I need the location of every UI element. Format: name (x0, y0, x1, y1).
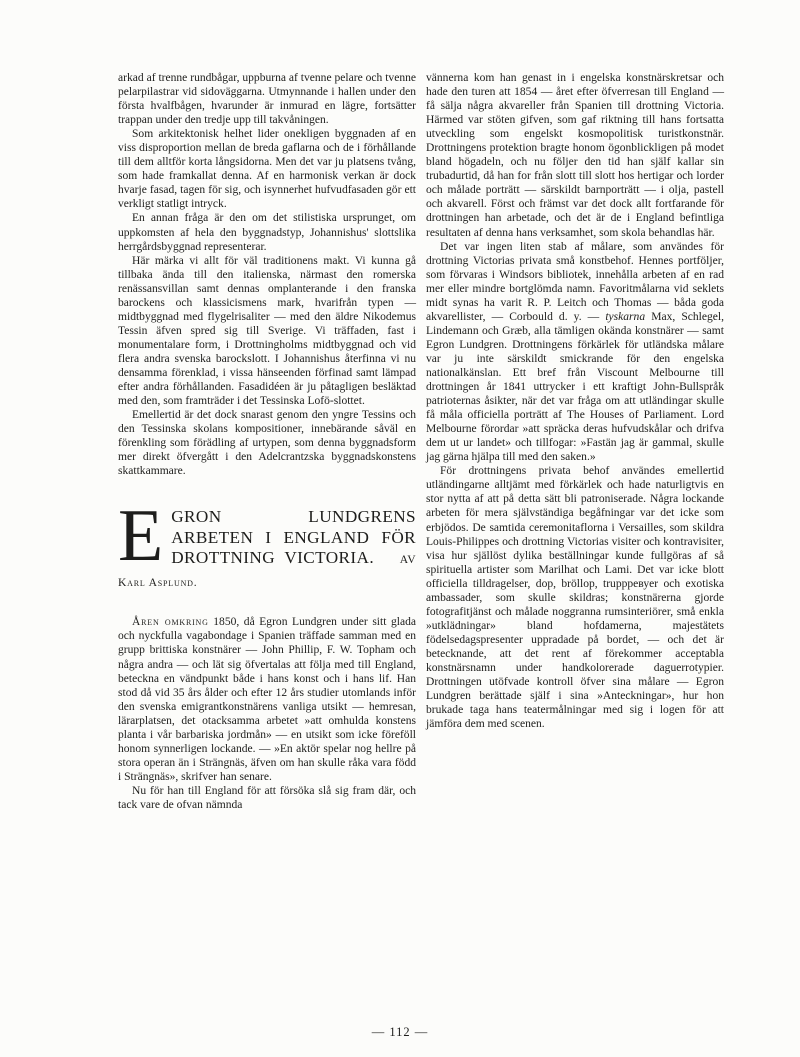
text-run: Max, Schlegel, Lindemann och Græb, alla tämligen okända konstnärer — samt Egron Lundgren. Drottningens förkärlek för utländska målare var ju inte särskildt smickrande för den engelska nationalkänslan. Ett bref från Viscount Melbourne till drottningen år 1841 uttrycker i ett kraftigt John-Bullspråk patrioternas åsikter, när det var fråga om att utländingar skulle få måla officiella porträtt af The Houses of Parliament. Lord Melbourne förordar »att spräcka deras hufvudskålar och drifva dem ut ur landet» och tillfogar: »Fastän jag är gammal, skulle jag gärna hjälpa till med den saken.» (426, 310, 724, 464)
title-dropcap: E (118, 495, 164, 578)
paragraph: vännerna kom han genast in i engelska konstnärskretsar och hade den turen att 1854 — året efter öfverresan till England — få sälja några akvareller från Spanien till drottning Victoria. Härmed var stöten gifven, som gaf riktning till hans fortsatta utveckling som engelskt kosmopolitisk turistkonstnär. Drottningens protektion bragte honom ögonblickligen på modet bland högadeln, och nu följer den tid han själf kallar sin trubadurtid, då han for från slott till slott hos hertigar och lorder och målade porträtt — särskildt barnporträtt — i olja, pastell och akvarell. Först och främst var det dock allt fortfarande för drottningen han arbetade, och det är de i England befintliga resultaten af denna hans verksamhet, som skola behandlas här. (426, 72, 724, 239)
paragraph: Emellertid är det dock snarast genom den yngre Tessins och den Tessinska skolans kompositioner, innebärande såväl en förenkling som förädling af urtypen, som denna byggnadsform mer direkt öfvergått i den Adelcrantzska byggnadskonstens skattkammare. (118, 409, 416, 478)
page-number: — 112 — (371, 1025, 429, 1039)
paragraph (426, 240, 724, 465)
article-paragraph (118, 615, 416, 784)
right-column (426, 71, 724, 731)
left-column (118, 71, 416, 812)
text-run: Det var ingen liten stab af målare, som användes för drottning Victorias privata små konstbehof. Hennes portföljer, som förvaras i Windsors bibliotek, innehålla arbeten af en rad mer eller mindre bortglömda namn. Favoritmålarna vid seklets midt synas ha varit R. P. Leitch och Thomas — båda goda akvarellister, — Corbould d. y. — (426, 240, 724, 323)
byline-prefix: AV (399, 553, 417, 567)
lead-in: Åren omkring (132, 616, 209, 629)
paragraph: Här märka vi allt för väl traditionens makt. Vi kunna gå tillbaka ända till den italienska, närmast den romerska renässansvillan samt dennas omplanterande i den franska barockens och klassicismens mark, hvarifrån typen — midtbyggnad med flygelrisaliter — med den äldre Nikodemus Tessin äfven spred sig till Sverige. Vi träffaden, fast i monumentalare form, i Drottningholms midtbyggnad och vid flera andra svenska barockslott. I Johannishus återfinna vi nu densamma förenklad, i vissa hänseenden förfinad samt lämpad efter andra förhållanden. Fasadidéen är ju påtagligen besläktad med den, som framträder i det Tessinska Lofö-slottet. (118, 254, 416, 408)
paragraph: En annan fråga är den om det stilistiska ursprunget, om uppkomsten af hela den byggnadstyp, Johannishus' slottslika herrgårdsbyggnad representerar. (118, 212, 416, 253)
paragraph: arkad af trenne rundbågar, uppburna af tvenne pelare och tvenne pelarpilastrar vid sidoväggarna. Utmynnande i hallen under den första hvalfbågen, hvarunder är inmurad en lägre, fortsätter trappan under den tredje upp till takvåningen. (118, 72, 416, 127)
article-paragraph: Nu för han till England för att försöka slå sig fram där, och tack vare de ofvan nämnda (118, 784, 416, 811)
italic-word: tyskarna (605, 310, 646, 323)
article-title-main: GRON LUNDGRENS ARBETEN I ENGLAND FÖR DROTTNING VICTORIA. (171, 507, 416, 568)
article-text: 1850, då Egron Lundgren under sitt glada och nyckfulla vagabondage i Spanien träffade samman med en grupp brittiska konstnärer — John Phillip, F. W. Topham och några andra — och lät sig öfvertalas att följa med till England, beteckna en vändpunkt både i hans konst och i hans lif. Han stod då vid 35 års ålder och efter 12 års studier utomlands inför den svenska emigrantkonstnärens vanliga utsikt — hemresan, lärarplatsen, det otacksamma arbetet »att omhulda konstens planta i vår barbariska jordmån» — en utsikt som icke föreföll honom synnerligen lockande. — »En aktör spelar nog hellre på stora operan än i Strängnäs, äfven om han skulle råka vara född i Strängnäs», skrifver han senare. (118, 616, 416, 783)
paragraph: Som arkitektonisk helhet lider onekligen byggnaden af en viss disproportion mellan de breda gaflarna och de i förhållande till dem alltför korta långsidorna. Men det var ju platsens tvång, som hade framkallat denna. Af en harmonisk verkan är dock hvarje fasad, tagen för sig, och isynnerhet hufvudfasaden gör ett verkligt statligt intryck. (118, 128, 416, 211)
byline-author: Karl Asplund. (118, 575, 198, 589)
article-title (118, 495, 417, 593)
paragraph: För drottningens privata behof användes emellertid utländingarne alltjämt med förkärlek och hade naturligtvis en stor nytta af att på detta sätt bli patroniserade. Några lockande arbeten för mera självständiga begåfningar var det icke som erbjödos. De samtida ceremonitaflorna i Versailles, som skildra Louis-Philippes och drottning Victorias visiter och kontravisiter, visa hur själlöst dylika beställningar kunde fullgöras af så spirituella artister som Marilhat och Lami. Det var icke blott officiella tilldragelser, dop, bröllop, truppревуer och exotiska ambassader, som skulle skildras; konstnärerna gjorde fotografitjänst och målade noggranna rumsinteriörer, små enkla »utklädningar» bland hofdamerna, majestätets födelsedagspresenter uppradade på bordet, — och det är betecknande, att det rent af förekommer acceptabla konstnärsnamn under handkolorerade daguerrotypier. Drottningen utöfvade kontroll öfver sina målare — Egron Lundgren berättade själf i sina »Anteckningar», hur hon brukade taga hans teatermålningar med sig i logen för att jämföra dem med scenen. (426, 465, 724, 731)
